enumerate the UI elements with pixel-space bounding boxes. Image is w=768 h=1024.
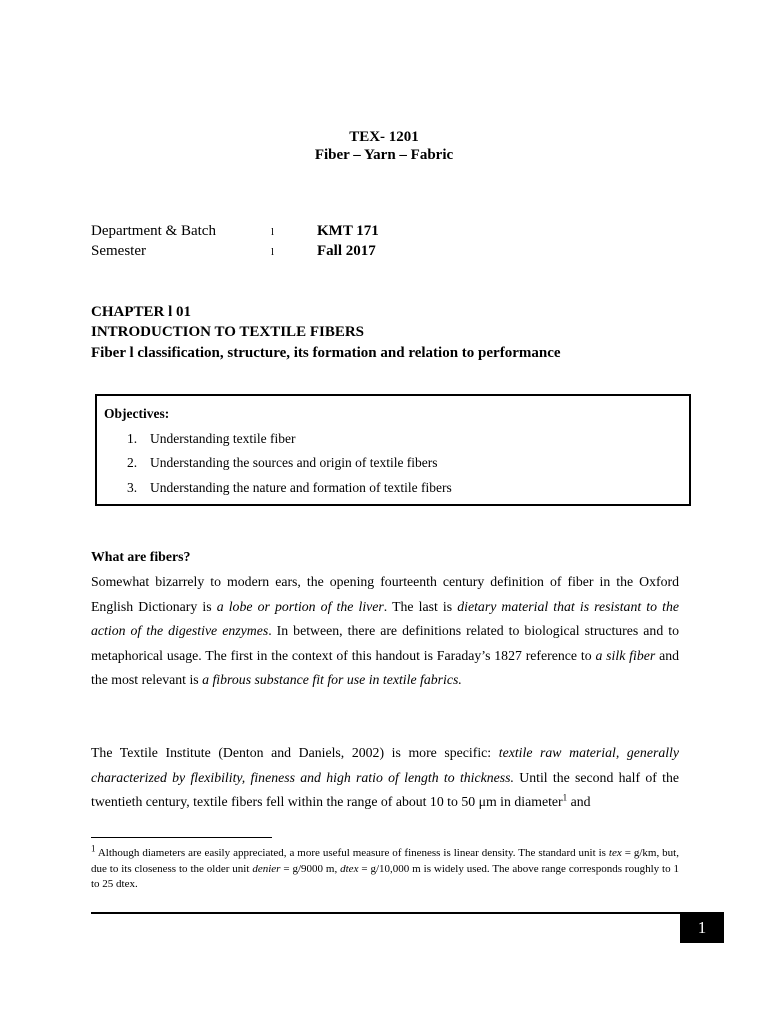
text-run: and xyxy=(567,794,591,809)
italic-run: denier xyxy=(252,862,281,875)
italic-run: tex xyxy=(608,847,622,859)
page-footer-rule xyxy=(91,912,724,914)
italic-run: textile raw material, generally characterized by flexibility, fineness and high ratio of length to thickness. xyxy=(91,745,680,785)
italic-run: a fibrous substance fit for use in textile fabrics. xyxy=(202,672,462,687)
course-code: TEX- 1201 xyxy=(349,129,419,145)
italic-run: dietary material that is resistant to the action of the digestive enzymes xyxy=(91,598,679,638)
objective-text: Understanding the sources and origin of textile fibers xyxy=(150,455,438,470)
italic-run: a lobe or portion of the liver xyxy=(216,598,384,614)
objective-text: Understanding the nature and formation of textile fibers xyxy=(150,480,452,495)
section-heading: What are fibers? xyxy=(91,549,191,564)
footnote-rule xyxy=(91,837,272,838)
text-run: Somewhat bizarrely to modern ears, the opening fourteenth century definition of fiber in the Oxford English Dictionary is xyxy=(91,574,679,614)
text-run: . The last is xyxy=(383,598,458,614)
text-run: = g/9000 m, xyxy=(280,862,341,875)
italic-run: dtex xyxy=(340,862,359,875)
meta-separator: l xyxy=(271,246,275,258)
meta-label-semester: Semester xyxy=(91,243,146,259)
objective-item xyxy=(127,455,438,471)
text-run: = g/km, but, due to its closeness to the older unit xyxy=(91,847,679,875)
text-run: Until the second half of the twentieth century, textile fibers fell within the range of about 10 to 50 μm in diameter xyxy=(91,769,679,809)
text-run: and the most relevant is xyxy=(91,647,679,687)
objectives-title: Objectives: xyxy=(104,406,170,421)
chapter-number: CHAPTER l 01 xyxy=(91,304,192,320)
meta-value-department: KMT 171 xyxy=(317,223,379,239)
footnote-reference[interactable]: 1 xyxy=(562,792,568,803)
objective-item xyxy=(127,431,295,447)
objective-number: 3. xyxy=(127,480,138,495)
chapter-title: INTRODUCTION TO TEXTILE FIBERS xyxy=(91,324,365,340)
text-run: = g/10,000 m is widely used. The above range corresponds roughly to 1 to 25 dtex. xyxy=(91,862,679,890)
text-run: Although diameters are easily appreciated, a more useful measure of fineness is linear density. The standard unit is xyxy=(95,847,609,859)
objective-item xyxy=(127,480,452,496)
footnote xyxy=(91,843,679,893)
page-number: 1 xyxy=(680,913,724,943)
paragraph-textile-institute xyxy=(91,741,679,815)
paragraph-definition xyxy=(91,570,679,693)
objective-number: 2. xyxy=(127,455,138,470)
objective-text: Understanding textile fiber xyxy=(150,431,296,446)
chapter-subtitle: Fiber l classification, structure, its formation and relation to performance xyxy=(91,345,561,361)
footnote-mark: 1 xyxy=(91,843,96,854)
meta-separator: l xyxy=(271,226,275,238)
objective-number: 1. xyxy=(127,431,138,446)
italic-run: a silk fiber xyxy=(595,647,656,663)
course-title: Fiber – Yarn – Fabric xyxy=(314,147,454,163)
meta-value-semester: Fall 2017 xyxy=(317,243,376,259)
text-run: The Textile Institute (Denton and Daniels, 2002) is more specific: xyxy=(91,745,499,760)
text-run: . In between, there are definitions related to biological structures and to metaphorical usage. The first in the context of this handout is Faraday’s 1827 reference to xyxy=(91,623,679,663)
meta-label-department: Department & Batch xyxy=(91,223,216,239)
